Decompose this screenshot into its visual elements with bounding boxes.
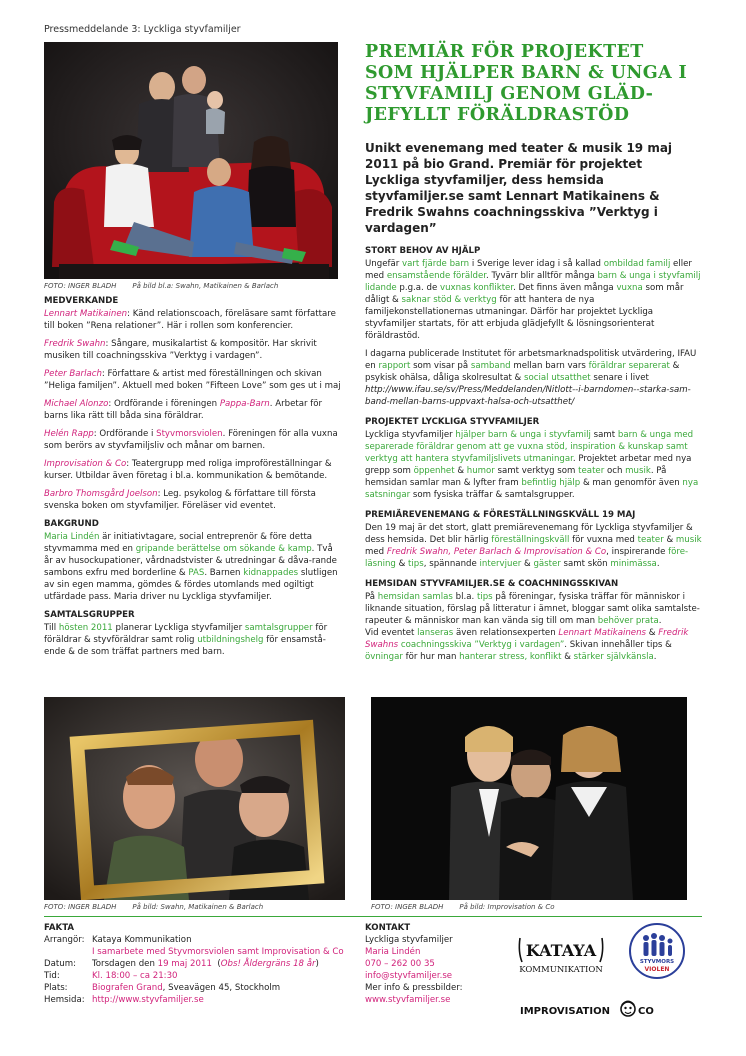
website-link[interactable]: http://www.styvfamiljer.se xyxy=(92,995,204,1005)
highlighted-text: föräldrar separerat xyxy=(588,361,670,371)
body-text: & man genomför även xyxy=(580,478,683,488)
highlighted-text: övningar xyxy=(365,652,403,662)
photo-credit: FOTO: INGER BLADH xyxy=(44,903,117,911)
press-release-label: Pressmeddelande 3: Lyckliga styvfamiljer xyxy=(44,24,241,35)
body-text: på föreningar, fysiska träffar för människor i liknande situation, förslag på litteratur i ämnet, bloggar samt olika samtalste-rapeuter & människor man kan vända sig till om man xyxy=(365,592,700,626)
rich-paragraph xyxy=(365,258,703,342)
photo-credit: FOTO: INGER BLADH xyxy=(371,903,444,911)
section-heading: KONTAKT xyxy=(365,923,411,933)
highlighted-text: före-läsning xyxy=(365,547,689,569)
stort-behov-section xyxy=(365,245,703,408)
org-link[interactable]: Styvmorsviolen xyxy=(156,429,223,439)
body-text: & xyxy=(454,466,467,476)
body-text: senare i livet xyxy=(590,373,649,383)
contact-email[interactable]: info@styvfamiljer.se xyxy=(365,971,453,981)
body-text: . Det finns även många xyxy=(513,283,617,293)
body-text: samt xyxy=(590,430,618,440)
highlighted-text: social utsatthet xyxy=(524,373,591,383)
body-text: . xyxy=(653,652,657,662)
bakgrund-section xyxy=(44,518,344,603)
body-text: I dagarna publicerade Institutet för arbetsmarknadspolitisk utvärdering, IFAU en xyxy=(365,349,697,371)
highlighted-text: saknar stöd & verktyg xyxy=(401,295,497,305)
lead-paragraph: Unikt evenemang med teater & musik 19 maj 2011 på bio Grand. Premiär för projektet Lyckliga styvfamiljer, dess hemsida styvfamiljer.se samt Lennart Matikainens & Fredrik Swahns coachningsskiva ”Verktyg i vardagen” xyxy=(365,141,673,235)
fact-row-datum: Datum: Torsdagen den 19 maj 2011 (Obs! Åldergräns 18 år) xyxy=(44,959,319,969)
highlighted-text: Fredrik Swahns xyxy=(365,628,689,650)
body-text: & xyxy=(521,559,534,569)
highlighted-text: humor xyxy=(466,466,495,476)
projektet-section xyxy=(365,416,703,501)
body-text: eller med xyxy=(365,259,692,281)
left-column xyxy=(44,295,344,664)
kataya-logo xyxy=(516,932,606,978)
contact-org: Lyckliga styvfamiljer xyxy=(365,935,453,945)
highlighted-text: tips xyxy=(476,592,493,602)
kataya-logo-top: KATAYA xyxy=(525,941,597,960)
body-text: & xyxy=(561,652,574,662)
participant-entry: Michael Alonzo: Ordförande i föreningen Pappa-Barn. Arbetar för barns lika rätt till båda sina föräldrar. xyxy=(44,399,323,421)
highlighted-text: Lennart Matikainens xyxy=(558,628,647,638)
highlighted-text: behöver prata xyxy=(597,616,659,626)
contact-phone[interactable]: 070 – 262 00 35 xyxy=(365,959,435,969)
body-text: mellan barn vars xyxy=(510,361,589,371)
section-heading: FAKTA xyxy=(44,923,75,933)
body-text: som visar på xyxy=(410,361,471,371)
samtalsgrupper-text: Till hösten 2011 planerar Lyckliga styvfamiljer samtalsgrupper för föräldrar & styvföräldrar samt rolig utbildningshelg för ensamstå-ende & de som träffat partners med barn. xyxy=(44,623,328,657)
impro-logo-a: IMPROVISATION xyxy=(520,1006,610,1017)
body-text: och xyxy=(604,466,626,476)
highlighted-text: vuxnas konflikter xyxy=(440,283,514,293)
body-text: samt verktyg som xyxy=(494,466,579,476)
body-text: samt skön xyxy=(560,559,611,569)
highlighted-text: intervjuer xyxy=(479,559,522,569)
fact-row-plats: Plats: Biografen Grand, Sveavägen 45, Stockholm xyxy=(44,983,281,993)
caption-trio-photo xyxy=(371,903,571,911)
contact-website-link[interactable]: www.styvfamiljer.se xyxy=(365,995,451,1005)
section-heading: STORT BEHOV AV HJÄLP xyxy=(365,246,481,256)
body-text: Den 19 maj är det stort, glatt premiärevenemang för Lyckliga styvfamiljer & dess hemsida. Det blir härlig xyxy=(365,523,693,545)
body-text: för hur man xyxy=(402,652,460,662)
highlighted-text: barn & unga med separerade föräldrar genom att ge vuxna stöd, inspiration & kunskap samt verktyg att hantera styvfamiljslivets utmaningar xyxy=(365,430,694,464)
body-text: . På hemsidan samlar man & lyfter fram xyxy=(365,466,667,488)
photo-subjects: På bild: Swahn, Matikainen & Barlach xyxy=(132,903,264,911)
body-text: p.g.a. de xyxy=(396,283,440,293)
body-text: & xyxy=(646,628,659,638)
highlighted-text: vart fjärde barn xyxy=(402,259,470,269)
rich-paragraph xyxy=(365,522,703,570)
caption-frame-photo xyxy=(44,903,279,911)
hemsidan-section xyxy=(365,578,703,663)
fact-row-tid: Tid: Kl. 18:00 – ca 21:30 xyxy=(44,971,178,981)
body-text: Vid eventet xyxy=(365,628,418,638)
rich-paragraph xyxy=(365,348,703,408)
body-text: även relationsexperten xyxy=(453,628,559,638)
styvmorsviolen-logo xyxy=(628,922,686,980)
kataya-logo-bottom: KOMMUNIKATION xyxy=(519,965,603,975)
section-heading: BAKGRUND xyxy=(44,519,99,529)
highlighted-text: http://www.ifau.se/sv/Press/Meddelanden/Nitlott--i-barndomen--starka-sam-band-mellan-barns-uppvaxt-halsa-och-utsatthet/ xyxy=(365,385,691,407)
fact-row-hemsida: Hemsida: http://www.styvfamiljer.se xyxy=(44,995,204,1005)
body-text: På xyxy=(365,592,378,602)
body-text: . xyxy=(656,559,660,569)
contact-name: Maria Lindén xyxy=(365,947,421,957)
body-text: . Projektet arbetar med nya grepp som xyxy=(365,454,692,476)
section-heading: PROJEKTET LYCKLIGA STYVFAMILJER xyxy=(365,417,540,427)
highlighted-text: Fredrik Swahn, Peter Barlach & Improvisation & Co xyxy=(386,547,607,557)
highlighted-text: barn & unga i styvfamilj lidande xyxy=(365,271,701,293)
section-heading: SAMTALSGRUPPER xyxy=(44,610,135,620)
body-text: . Tyvärr blir alltför många xyxy=(486,271,598,281)
org-link[interactable]: Pappa-Barn xyxy=(219,399,270,409)
body-text: för vuxna med xyxy=(569,535,638,545)
premiar-section xyxy=(365,509,703,570)
highlighted-text: rapport xyxy=(378,361,411,371)
participant-entry: Fredrik Swahn: Sångare, musikalartist & kompositör. Har skrivit musiken till coachningsskiva ”Verktyg i vardagen”. xyxy=(44,339,317,361)
highlighted-text: föreställningskväll xyxy=(491,535,570,545)
highlighted-text: gäster xyxy=(533,559,561,569)
highlighted-text: befintlig hjälp xyxy=(521,478,581,488)
fakta-section xyxy=(44,922,364,1006)
body-text: som mår dåligt & xyxy=(365,283,684,305)
body-text: bl.a. xyxy=(452,592,477,602)
highlighted-text: ombildad familj xyxy=(603,259,671,269)
highlighted-text: hemsidan samlas xyxy=(377,592,453,602)
participant-entry: Barbro Thomsgård Joelson: Leg. psykolog & författare till första svenska boken om styvfamiljer. Föreläser vid eventet. xyxy=(44,489,316,511)
rich-paragraph xyxy=(365,429,703,501)
fact-row-samarbete: I samarbete med Styvmorsviolen samt Improvisation & Co xyxy=(92,947,344,957)
highlighted-text: coachningsskiva ”Verktyg i vardagen” xyxy=(400,640,565,650)
highlighted-text: stärker självkänsla xyxy=(573,652,654,662)
photo-subjects: På bild bl.a: Swahn, Matikainen & Barlach xyxy=(132,282,279,290)
body-text: & psykisk ohälsa, dåliga skolresultat & xyxy=(365,361,680,383)
highlighted-text: teater xyxy=(578,466,605,476)
rich-paragraph xyxy=(365,627,703,663)
participant-entry: Helén Rapp: Ordförande i Styvmorsviolen. Föreningen för alla vuxna som berörs av styvfamiljsliv och månar om barnen. xyxy=(44,429,338,451)
photo-credit: FOTO: INGER BLADH xyxy=(44,282,117,290)
right-column xyxy=(365,245,703,671)
body-text: , spännande xyxy=(423,559,480,569)
highlighted-text: vuxna xyxy=(616,283,643,293)
body-text: . xyxy=(658,616,662,626)
participant-entry: Improvisation & Co: Teatergrupp med roliga improföreställningar & kurser. Utbildar även företag i bl.a. kommunikation & bemötande. xyxy=(44,459,332,481)
body-text: . Skivan innehåller tips & xyxy=(564,640,672,650)
improvisation-co-logo xyxy=(520,994,690,1024)
photo-picture-frame xyxy=(44,697,345,900)
body-text: Ungefär xyxy=(365,259,403,269)
fact-row-arrangor: Arrangör: Kataya Kommunikation xyxy=(44,935,192,945)
highlighted-text: öppenhet xyxy=(413,466,455,476)
medverkande-section xyxy=(44,295,344,512)
footer-divider xyxy=(44,916,702,917)
body-text: & xyxy=(663,535,676,545)
body-text: i Sverige lever idag i så kallad xyxy=(469,259,604,269)
body-text: Lyckliga styvfamiljer xyxy=(365,430,456,440)
body-text: , inspirerande xyxy=(606,547,669,557)
highlighted-text: musik xyxy=(675,535,702,545)
participant-entry: Lennart Matikainen: Känd relationscoach, föreläsare samt författare till boken ”Rena relationer”. Här i rollen som konferencier. xyxy=(44,309,336,331)
rich-paragraph xyxy=(365,591,703,627)
highlighted-text: tips xyxy=(408,559,424,569)
body-text: som fysiska träffar & samtalsgrupper. xyxy=(410,490,575,500)
highlighted-text: lanseras xyxy=(417,628,454,638)
kontakt-section xyxy=(365,922,495,1006)
page-headline: PREMIÄR FÖR PROJEKTET SOM HJÄLPER BARN & UNGA I STYVFAMILJ GENOM GLÄD-JEFYLLT FÖRÄLDRASTÖD xyxy=(365,42,688,125)
caption-top-photo xyxy=(44,282,294,290)
body-text: & xyxy=(395,559,409,569)
styv-logo-bottom: VIOLEN xyxy=(644,966,670,973)
styv-logo-top: STYVMORS xyxy=(639,959,675,965)
highlighted-text: hjälper barn & unga i styvfamilj xyxy=(455,430,591,440)
body-text: med xyxy=(365,547,387,557)
section-heading: MEDVERKANDE xyxy=(44,296,119,306)
impro-logo-b: CO xyxy=(638,1006,654,1017)
section-heading: PREMIÄREVENEMANG & FÖRESTÄLLNINGSKVÄLL 19 MAJ xyxy=(365,510,636,520)
highlighted-text: teater xyxy=(637,535,664,545)
highlighted-text: ensamstående förälder xyxy=(386,271,486,281)
bakgrund-text: Maria Lindén är initiativtagare, social entreprenör & före detta styvmamma med en gripande berättelse om sökande & kamp. Två år av husockupationer, vårdnadstvister & utredningar & dåva-rande sambons exfru med borderline & PAS. Barnen kidnappades slutligen av sin egen mamma, gömdes & fördes utomlands med ogiltigt utfärdade pass. Maria driver nu Lyckliga styvfamiljer. xyxy=(44,532,338,602)
contact-more-info: Mer info & pressbilder: xyxy=(365,983,463,993)
group-photo-couch xyxy=(44,42,338,279)
photo-improvisation-group xyxy=(371,697,687,900)
body-text: för att hantera de nya familjekonstellationernas utmaningar. Därför har projektet Lyckliga styvfamiljer startats, för att erbjuda glädjefyllt & lösningsorienterat föräldrastöd. xyxy=(365,295,655,341)
participant-entry: Peter Barlach: Författare & artist med föreställningen och skivan ”Heliga familjen”. Aktuell med boken ”Fifteen Love” som ges ut i maj xyxy=(44,369,341,391)
section-heading: HEMSIDAN STYVFAMILJER.SE & COACHNINGSSKIVAN xyxy=(365,579,619,589)
highlighted-text: nya satsningar xyxy=(365,478,699,500)
highlighted-text: samband xyxy=(470,361,511,371)
samtalsgrupper-section xyxy=(44,609,344,658)
highlighted-text: minimässa xyxy=(610,559,657,569)
highlighted-text: hanterar stress, konflikt xyxy=(459,652,562,662)
highlighted-text: musik xyxy=(625,466,651,476)
photo-subjects: På bild: Improvisation & Co xyxy=(459,903,555,911)
